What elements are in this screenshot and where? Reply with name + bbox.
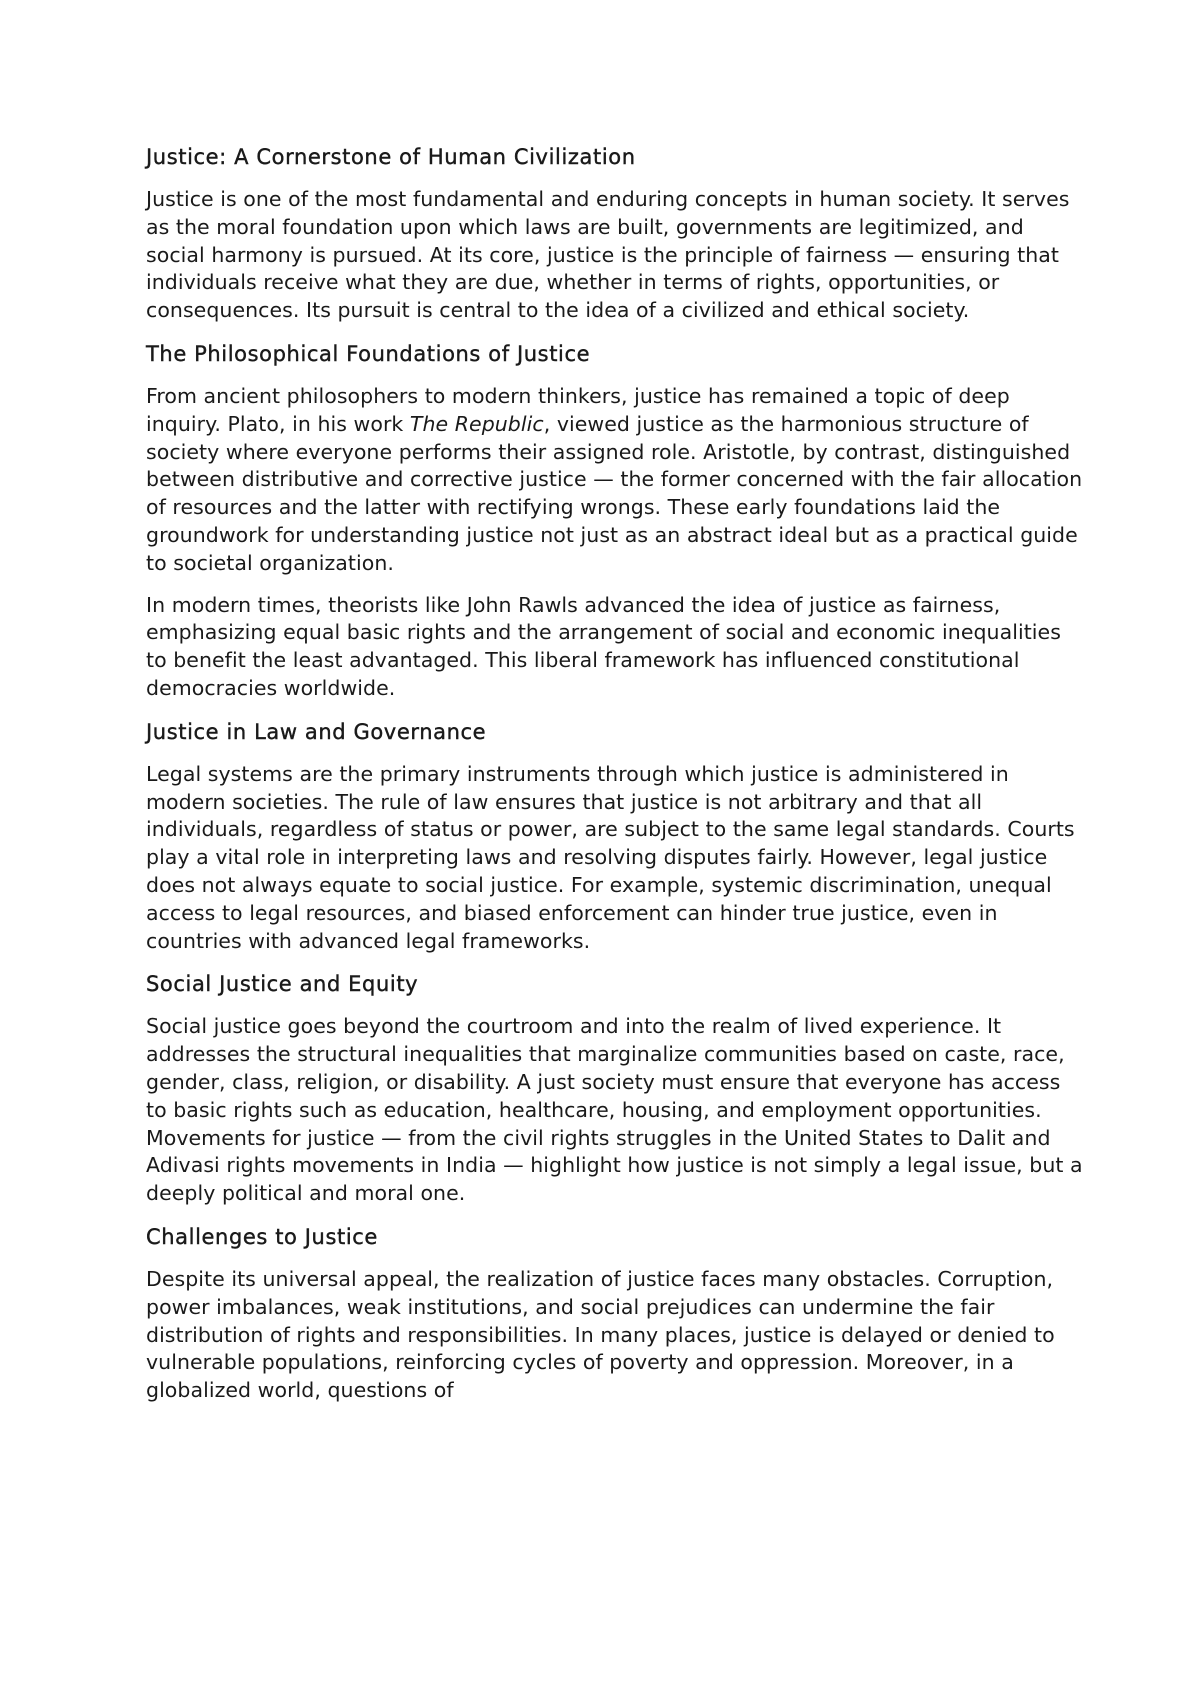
philosophical-paragraph-2: In modern times, theorists like John Rawls advanced the idea of justice as fairness, emphasizing equal basic rights and the arrangement of social and economic inequalities to benefit the least advantaged. This liberal framework has influenced constitutional democracies worldwide. [146,592,1061,700]
section-heading-law: Justice in Law and Governance [146,719,487,744]
philosophical-paragraph-1 [146,383,1086,578]
text-run: From ancient philosophers to modern thinkers, justice has remained a topic of deep inquiry. Plato, in his work [146,383,1010,436]
text-run: , viewed justice as the harmonious structure of society where everyone performs their assigned role. Aristotle, by contrast, distinguished between distributive and corrective justice — the former concerned with the fair allocation of resources and the latter with rectifying wrongs. These early foundations laid the groundwork for understanding justice not just as an abstract ideal but as a practical guide to societal organization. [146,411,1083,575]
book-title-italic: The Republic [409,411,544,436]
document-title: Justice: A Cornerstone of Human Civilization [146,145,636,169]
section-heading-social: Social Justice and Equity [146,972,419,997]
intro-paragraph: Justice is one of the most fundamental and enduring concepts in human society. It serves as the moral foundation upon which laws are built, governments are legitimized, and social harmony is pursued. At its core, justice is the principle of fairness — ensuring that individuals receive what they are due, whether in terms of rights, opportunities, or consequences. Its pursuit is central to the idea of a civilized and ethical society. [146,187,1070,323]
section-heading-challenges: Challenges to Justice [146,1224,378,1249]
challenges-paragraph: Despite its universal appeal, the realization of justice faces many obstacles. Corruption, power imbalances, weak institutions, and social prejudices can undermine the fair distribution of rights and responsibilities. In many places, justice is delayed or denied to vulnerable populations, reinforcing cycles of poverty and oppression. Moreover, in a globalized world, questions of [146,1266,1055,1403]
document-page [146,142,1086,1419]
social-paragraph: Social justice goes beyond the courtroom and into the realm of lived experience. It addresses the structural inequalities that marginalize communities based on caste, race, gender, class, religion, or disability. A just society must ensure that everyone has access to basic rights such as education, healthcare, housing, and employment opportunities. Movements for justice — from the civil rights struggles in the United States to Dalit and Adivasi rights movements in India — highlight how justice is not simply a legal issue, but a deeply political and moral one. [146,1014,1083,1206]
law-paragraph: Legal systems are the primary instruments through which justice is administered in modern societies. The rule of law ensures that justice is not arbitrary and that all individuals, regardless of status or power, are subject to the same legal standards. Courts play a vital role in interpreting laws and resolving disputes fairly. However, legal justice does not always equate to social justice. For example, systemic discrimination, unequal access to legal resources, and biased enforcement can hinder true justice, even in countries with advanced legal frameworks. [146,761,1075,953]
section-heading-philosophical: The Philosophical Foundations of Justice [146,341,591,366]
